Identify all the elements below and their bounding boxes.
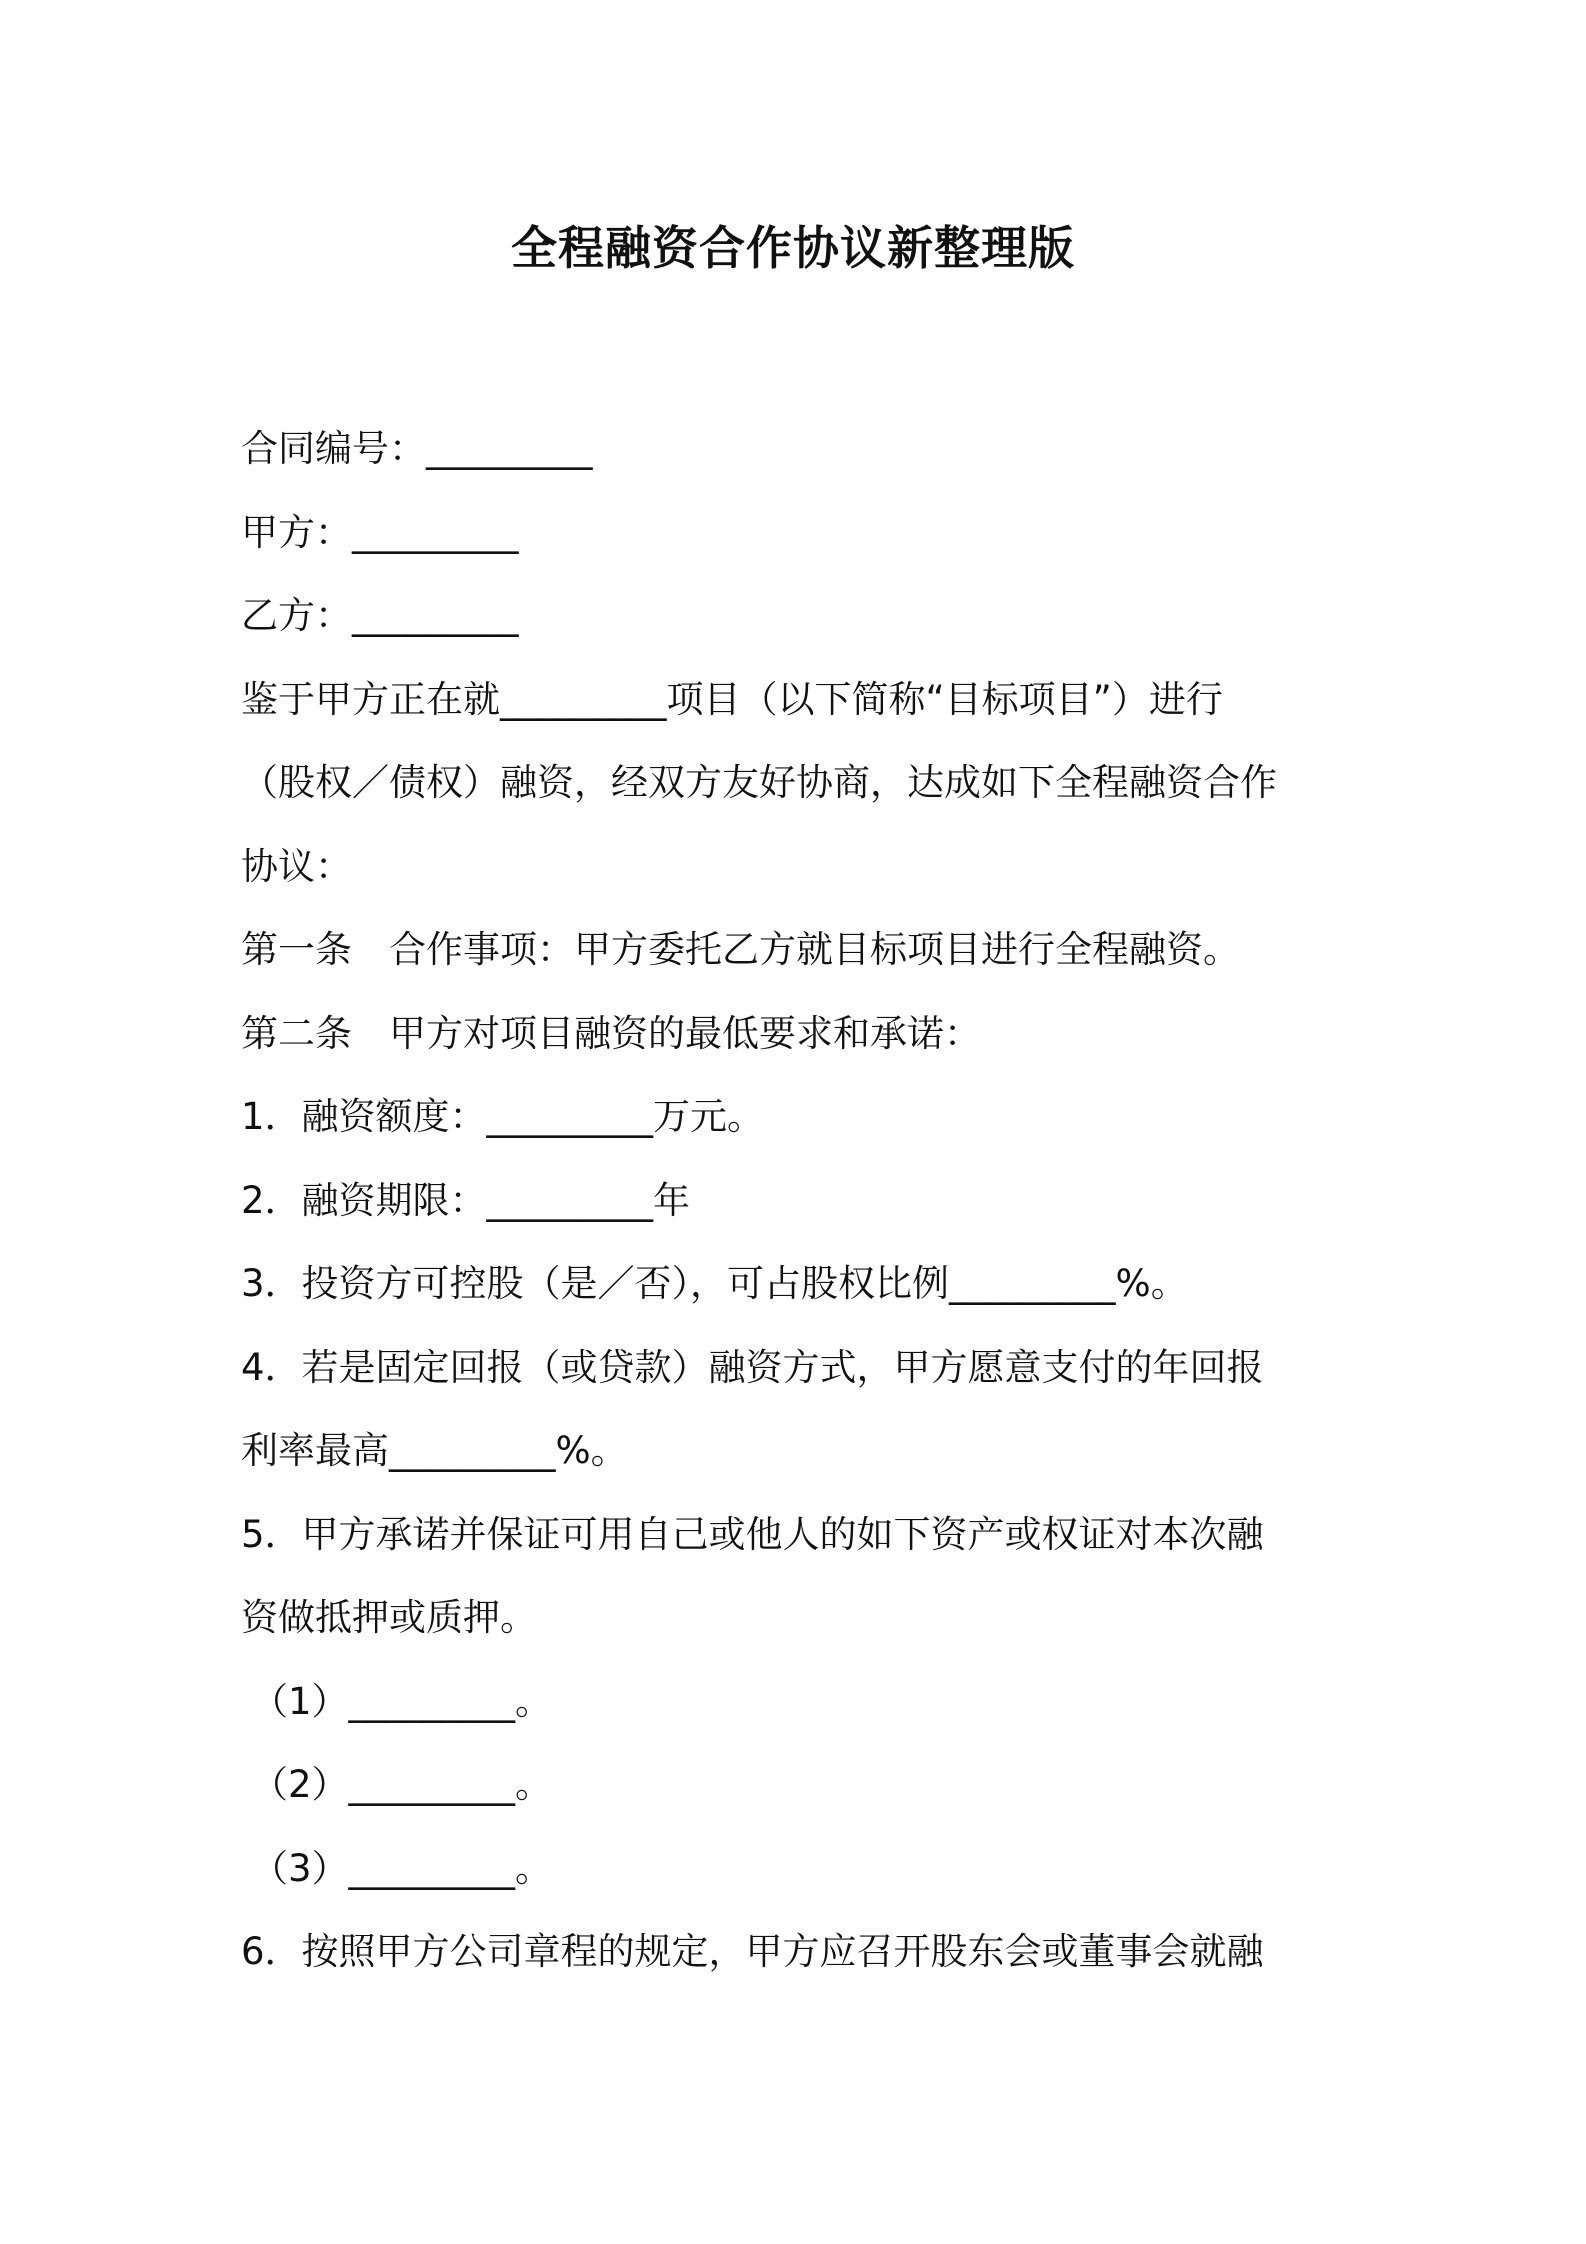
document-title: 全程融资合作协议新整理版 — [511, 221, 1075, 275]
item-4-line-1: 4．若是固定回报（或贷款）融资方式，甲方愿意支付的年回报 — [241, 1345, 1264, 1389]
sub-item-2-line: （2）_________。 — [251, 1763, 553, 1806]
sub-item-1-line: （1）_________。 — [251, 1679, 553, 1723]
item-5-line-2: 资做抵押或质押。 — [241, 1596, 537, 1639]
contract-number-line: 合同编号：_________ — [241, 427, 593, 470]
item-2-line: 2．融资期限：_________年 — [241, 1178, 691, 1222]
item-4-line-2: 利率最高_________%。 — [241, 1429, 628, 1472]
item-1-line: 1．融资额度：_________万元。 — [241, 1095, 765, 1138]
preamble-line-2: （股权／债权）融资，经双方友好协商，达成如下全程融资合作 — [241, 761, 1277, 804]
preamble-line-3: 协议： — [241, 844, 352, 888]
article-two-line: 第二条 甲方对项目融资的最低要求和承诺： — [241, 1011, 981, 1055]
party-a-line: 甲方：_________ — [241, 510, 519, 554]
item-5-line-1: 5．甲方承诺并保证可用自己或他人的如下资产或权证对本次融 — [241, 1512, 1264, 1556]
document-body — [241, 407, 1351, 1994]
item-6-line-1: 6．按照甲方公司章程的规定，甲方应召开股东会或董事会就融 — [241, 1930, 1264, 1973]
preamble-line-1: 鉴于甲方正在就_________项目（以下简称“目标项目”）进行 — [241, 677, 1223, 721]
sub-item-3-line: （3）_________。 — [251, 1846, 553, 1890]
item-3-line: 3．投资方可控股（是／否），可占股权比例_________%。 — [241, 1262, 1188, 1305]
party-b-line: 乙方：_________ — [241, 594, 519, 637]
article-one-line: 第一条 合作事项：甲方委托乙方就目标项目进行全程融资。 — [241, 928, 1240, 971]
